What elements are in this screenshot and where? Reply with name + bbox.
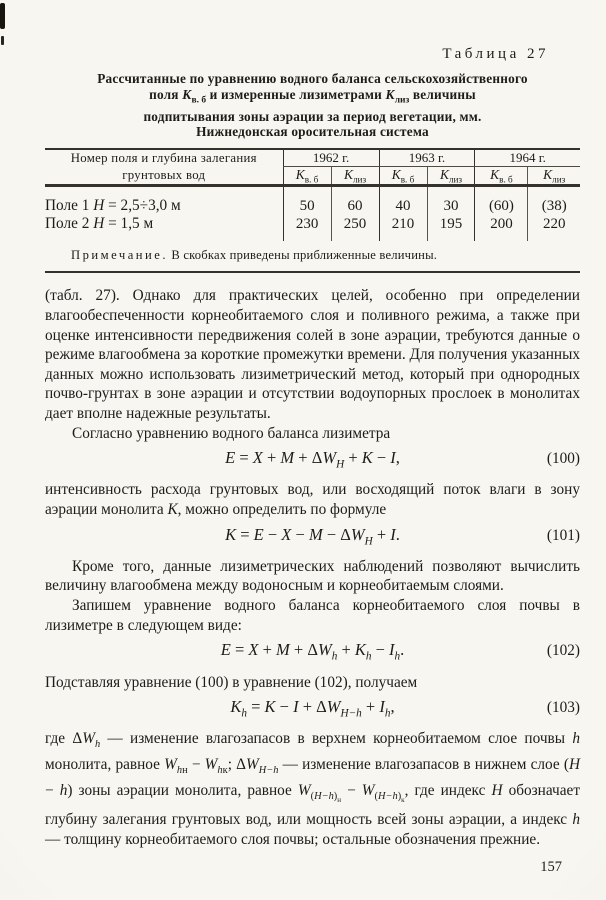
paragraph-4: Кроме того, данные лизиметрических наблюдений позволяют вычислить величину влагообмена между водоносным и корнеобитаемым слоями.	[45, 557, 580, 595]
paragraph-7: где $\Delta W_h$ — изменение влагозапасов в верхнем корнеобитаемом слое почвы h монолита, равное $W_{hн} - W_{hк}$; $\Delta W_{Н-h}$ — изменение влагозапасов в нижнем слое (Н − h) зоны аэрации монолита, равное $W_{(Н-h)_н} - W_{(Н-h)_к}$, где индекс Н обозначает глубину залегания грунтовых вод, или мощность всей зоны аэрации, а индекс h — толщину корнеобитаемого слоя почвы; остальные обозначения прежние.	[45, 730, 581, 849]
paragraph-2: Согласно уравнению водного баланса лизиметра	[72, 424, 391, 442]
cell-value: 40	[379, 186, 427, 216]
cell-value: 195	[427, 215, 475, 241]
subheader-kliz-1962: $К_{лиз}$	[331, 166, 379, 186]
equation-number: (101)	[546, 526, 580, 544]
paragraph-1: (табл. 27). Однако для практических целей, особенно при определении влагообеспеченности корнеобитаемого слоя и поливного режима, а также при оценке интенсивности передвижения солей в зоне аэрации, требуются данные о режиме влагообмена за короткие промежутки времени. Для получения указанных данных можно использовать лизиметрический метод, который при однородных почво-грунтах в зоне аэрации и отсутствии водоупорных прослоек в монолитах дает вполне надежные результаты.	[45, 287, 580, 422]
equation-102	[45, 639, 580, 667]
cell-value: 60	[331, 186, 379, 216]
equation-expression: $E = X + M + \Delta W_Н + К - I$,	[225, 448, 400, 471]
table-caption	[45, 71, 580, 140]
equation-103	[45, 696, 580, 724]
subheader-kvb-1962: $К_{в. б}$	[283, 166, 331, 186]
table-bottom-rule	[45, 271, 580, 273]
equation-expression: $К_h = К - I + \Delta W_{Н-h} + I_h$,	[230, 697, 395, 720]
note-label: Примечание.	[71, 248, 169, 263]
table-row	[45, 215, 580, 241]
cell-value: 30	[427, 186, 475, 216]
scan-artifact	[0, 3, 5, 29]
cell-value: 50	[283, 186, 331, 216]
row-label: Поле 1 Н = 2,5÷3,0 м	[45, 197, 181, 215]
equation-expression: $E = X + M + \Delta W_h + К_h - I_h$.	[220, 640, 405, 663]
equation-number: (100)	[546, 450, 580, 468]
equation-expression: $К = E - X - M - \Delta W_Н + I$.	[225, 524, 400, 547]
row-label: Поле 2 Н = 1,5 м	[45, 215, 154, 233]
caption-line: поля $К_{в. б}$ и измеренные лизиметрами $К_{лиз}$ величины	[149, 86, 476, 106]
note-text: В скобках приведены приближенные величины.	[168, 248, 438, 263]
cell-value: (38)	[528, 186, 580, 216]
table-note	[45, 248, 580, 263]
body-text	[45, 286, 580, 849]
equation-100	[45, 447, 580, 475]
page-number: 157	[540, 858, 562, 875]
cell-value: 210	[379, 215, 427, 241]
equation-number: (103)	[546, 699, 580, 717]
paragraph-5: Запишем уравнение водного баланса корнеобитаемого слоя почвы в лизиметре в следующем виде:	[45, 597, 580, 634]
column-header-field: Номер поля и глубина залегания грунтовых вод	[45, 149, 283, 186]
year-header-1964: 1964 г.	[475, 149, 580, 167]
subheader-kliz-1964: $К_{лиз}$	[528, 166, 580, 186]
page-content	[45, 0, 580, 876]
caption-line: Нижнедонская оросительная система	[196, 124, 429, 140]
table-row	[45, 186, 580, 216]
table-number-label: Таблица 27	[442, 46, 549, 62]
scan-artifact	[1, 36, 4, 45]
subheader-kvb-1963: $К_{в. б}$	[379, 166, 427, 186]
subheader-kliz-1963: $К_{лиз}$	[427, 166, 475, 186]
year-header-1962: 1962 г.	[283, 149, 379, 167]
cell-value: (60)	[475, 186, 528, 216]
subheader-kvb-1964: $К_{в. б}$	[475, 166, 528, 186]
paragraph-3: интенсивность расхода грунтовых вод, или восходящий поток влаги в зону аэрации монолита К, можно определить по формуле	[45, 481, 580, 518]
cell-value: 230	[283, 215, 331, 241]
cell-value: 220	[528, 215, 580, 241]
caption-line: подпитывания зоны аэрации за период вегетации, мм.	[143, 108, 482, 124]
caption-line: Рассчитанные по уравнению водного баланса сельскохозяйственного	[97, 71, 528, 86]
cell-value: 200	[475, 215, 528, 241]
cell-value: 250	[331, 215, 379, 241]
paragraph-6: Подставляя уравнение (100) в уравнение (102), получаем	[45, 673, 418, 691]
water-balance-table	[45, 148, 580, 242]
equation-number: (102)	[546, 642, 580, 660]
year-header-1963: 1963 г.	[379, 149, 475, 167]
equation-101	[45, 524, 580, 552]
